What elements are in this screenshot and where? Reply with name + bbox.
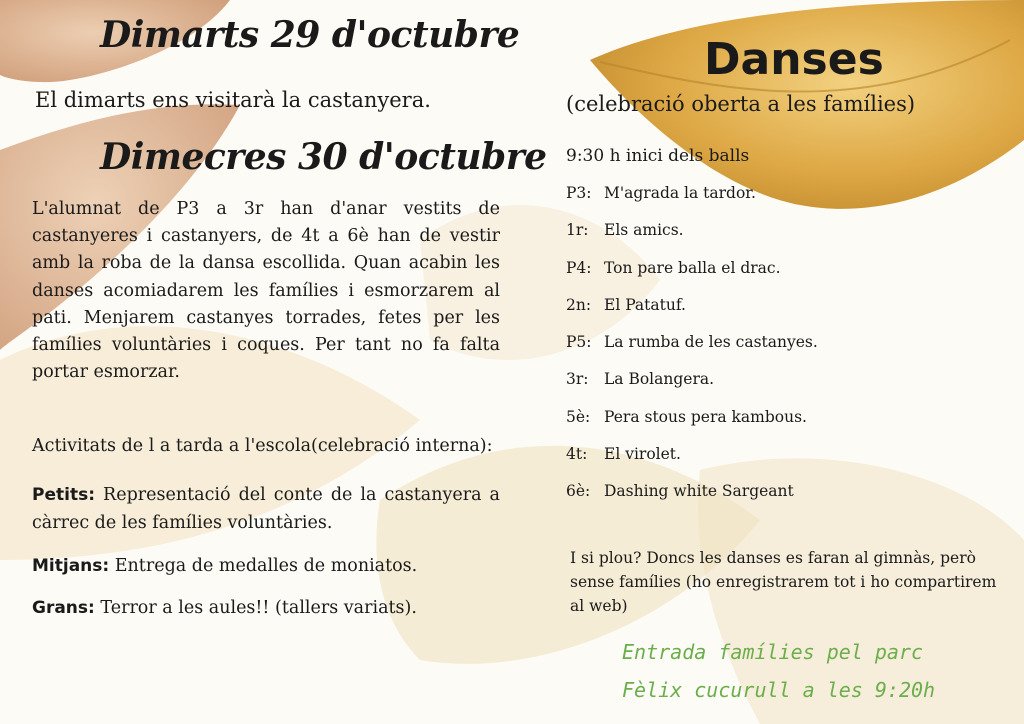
grans-label: Grans: [32, 598, 95, 618]
dance-item [566, 184, 818, 221]
dance-name: El virolet. [604, 445, 681, 464]
afternoon-activities-heading: Activitats de l a tarda a l'escola(celebració interna): [32, 436, 493, 456]
grans-text: Terror a les aules!! (tallers variats). [94, 598, 417, 618]
dance-item [566, 445, 818, 482]
dance-grade: 5è: [566, 407, 591, 426]
mitjans-label: Mitjans: [32, 556, 110, 576]
dance-list [566, 184, 818, 520]
entrance-notice: Entrada famílies pel parc [622, 640, 924, 664]
dance-name: La Bolangera. [604, 370, 715, 389]
dance-name: Els amics. [604, 221, 684, 240]
dance-name: El Patatuf. [604, 295, 686, 314]
tuesday-text: El dimarts ens visitarà la castanyera. [35, 88, 431, 112]
dance-item [566, 221, 818, 258]
dance-grade: 2n: [566, 295, 592, 314]
dance-grade: 4t: [566, 445, 588, 464]
wednesday-title: Dimecres 30 d'octubre [100, 136, 547, 178]
petits-text: Representació del conte de la castanyera a càrrec de les famílies voluntàries. [32, 485, 500, 533]
dance-item [566, 296, 818, 333]
grans-activity [32, 598, 417, 618]
danses-subtitle: (celebració oberta a les famílies) [566, 92, 916, 116]
wednesday-paragraph: L'alumnat de P3 a 3r han d'anar vestits de castanyeres i castanyers, de 4t a 6è han de vestir amb la roba de la dansa escollida. Quan acabin les danses acomiadarem les famílies i esmorzarem al pati. Menjarem castanyes torrades, fetes per les famílies voluntàries i coques. Per tant no fa falta portar esmorzar. [32, 199, 500, 383]
dance-item [566, 408, 818, 445]
dance-name: La rumba de les castanyes. [604, 333, 818, 352]
dance-name: Dashing white Sargeant [604, 482, 794, 501]
dance-item [566, 333, 818, 370]
petits-label: Petits: [32, 485, 95, 505]
petits-activity [32, 481, 500, 537]
dance-item [566, 482, 818, 519]
dance-grade: P5: [566, 333, 592, 352]
tuesday-title: Dimarts 29 d'octubre [100, 14, 520, 56]
danses-title: Danses [704, 34, 884, 85]
dance-grade: 1r: [566, 221, 589, 240]
dance-name: Pera stous pera kambous. [604, 407, 807, 426]
dance-name: Ton pare balla el drac. [604, 258, 781, 277]
dance-grade: 3r: [566, 370, 589, 389]
dance-grade: 6è: [566, 482, 591, 501]
mitjans-activity [32, 556, 417, 576]
dance-item [566, 370, 818, 407]
mitjans-text: Entrega de medalles de moniatos. [109, 556, 418, 576]
dance-grade: P4: [566, 258, 592, 277]
start-time: 9:30 h inici dels balls [566, 146, 750, 166]
dance-item [566, 259, 818, 296]
dance-name: M'agrada la tardor. [604, 184, 756, 202]
entrance-time: Fèlix cucurull a les 9:20h [622, 678, 936, 702]
rain-notice: I si plou? Doncs les danses es faran al gimnàs, però sense famílies (ho enregistrarem tot i ho compartirem al web) [570, 549, 997, 615]
dance-grade: P3: [566, 184, 592, 202]
